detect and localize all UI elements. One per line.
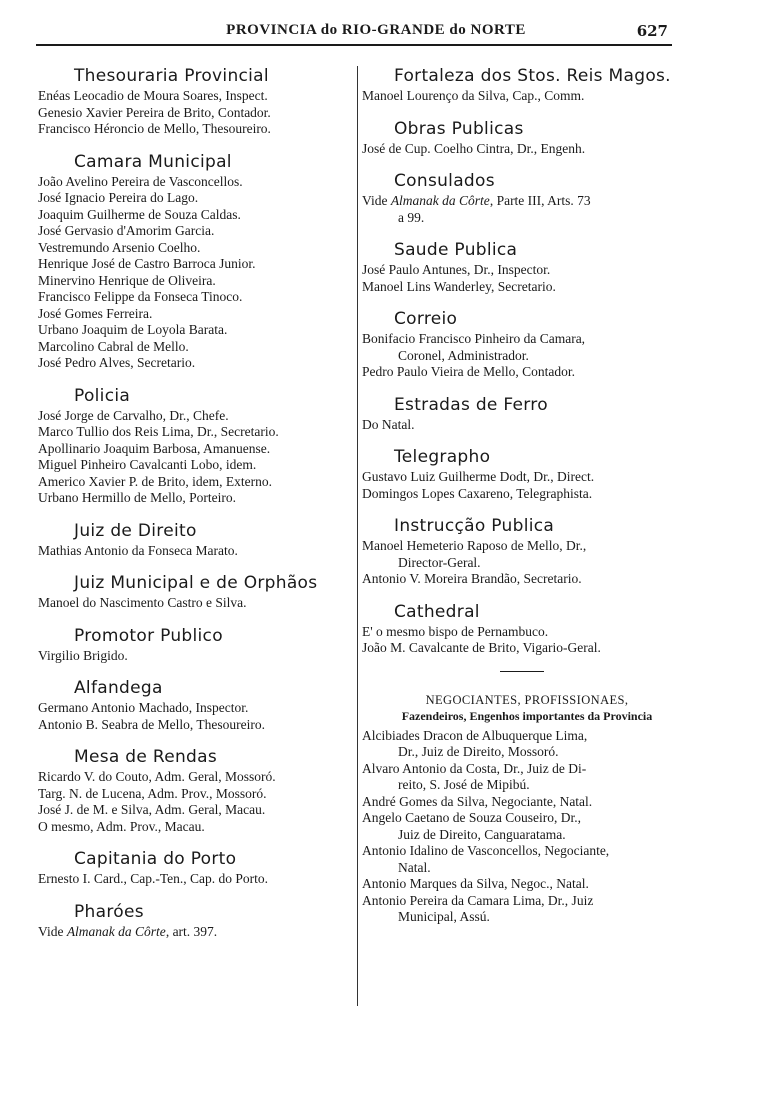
section-title: Thesouraria Provincial [74,66,269,86]
entry-line: Director-Geral. [398,554,481,570]
entry-line: Juiz de Direito, Canguaratama. [398,826,566,842]
section [362,171,692,226]
entry-line: Antonio Pereira da Camara Lima, Dr., Juiz [362,892,594,908]
entry-line: E' o mesmo bispo de Pernambuco. [362,623,549,639]
entry-line: Manoel do Nascimento Castro e Silva. [38,595,247,610]
right-sections [362,66,692,657]
section [362,602,692,657]
section-title: Estradas de Ferro [394,394,548,415]
entry-line: José Gomes Ferreira. [38,305,153,321]
entry-line: João Avelino Pereira de Vasconcellos. [38,173,243,189]
entry-line: Manoel Hemeterio Raposo de Mello, Dr., [362,538,587,553]
entry-line: José Ignacio Pereira do Lago. [38,190,199,205]
entry-line: Minervino Henrique de Oliveira. [38,272,216,288]
right-column [362,66,692,926]
section-title: Pharóes [74,901,144,922]
section [362,119,692,158]
entry-line: Mathias Antonio da Fonseca Marato. [38,542,238,558]
entry-line: Enéas Leocadio de Moura Soares, Inspect. [38,88,268,103]
section-title: Alfandega [74,678,163,698]
entry-line: Urbano Hermillo de Mello, Porteiro. [38,490,236,505]
entry-line: José Gervasio d'Amorim Garcia. [38,223,215,238]
entry-italic-title: Almanak da Côrte [390,193,490,208]
section [38,747,354,835]
section-title: Camara Municipal [74,151,232,172]
entry-line: Joaquim Guilherme de Souza Caldas. [38,206,241,222]
section [38,849,354,888]
entry-line: Alcibiades Dracon de Albuquerque Lima, [362,727,588,743]
section-title: Obras Publicas [394,118,524,139]
entry-line: Manoel Lins Wanderley, Secretario. [362,278,556,294]
section [38,386,354,507]
section [38,678,354,733]
entry-line: Marcolino Cabral de Mello. [38,338,189,354]
entry-line: Municipal, Assú. [398,909,490,924]
entry-line: Targ. N. de Lucena, Adm. Prov., Mossoró. [38,785,267,801]
section-title: Promotor Publico [74,625,223,646]
section-title: Policia [74,385,131,406]
entry-line: Henrique José de Castro Barroca Junior. [38,256,256,271]
entry-line: a 99. [398,209,425,225]
column-divider [357,66,358,1006]
commerce-heading: NEGOCIANTES, PROFISSIONAES, [425,692,629,707]
entry-line: José Pedro Alves, Secretario. [38,355,196,370]
entry-text: Vide [38,923,67,939]
entry-line: Natal. [398,859,431,875]
section-title: Instrucção Publica [394,516,555,536]
entry-text: , art. 397. [165,923,218,939]
entry-line [362,193,692,210]
entry-line: João M. Cavalcante de Brito, Vigario-Geral. [362,640,601,655]
page-number: 627 [636,22,668,40]
entry-line: Germano Antonio Machado, Inspector. [38,700,249,715]
entry-line: José de Cup. Coelho Cintra, Dr., Engenh. [362,140,586,156]
commerce-subheading: Fazendeiros, Engenhos importantes da Provincia [401,708,653,723]
entry-line: Urbano Joaquim de Loyola Barata. [38,322,228,337]
short-rule [500,671,544,672]
page-header [36,22,672,46]
entry-line: Antonio Idalino de Vasconcellos, Negociante, [362,843,610,858]
section-title: Fortaleza dos Stos. Reis Magos. [394,66,671,86]
entry-line: André Gomes da Silva, Negociante, Natal. [362,793,593,809]
entry-line: Domingos Lopes Caxareno, Telegraphista. [362,485,593,501]
entry-line: Alvaro Antonio da Costa, Dr., Juiz de Di- [362,760,587,776]
section-title: Capitania do Porto [74,849,237,869]
entry-line: Pedro Paulo Vieira de Mello, Contador. [362,364,576,379]
section [38,573,354,612]
section [362,309,692,381]
section [38,152,354,372]
entry-line [38,924,354,941]
entry-line: Ernesto I. Card., Cap.-Ten., Cap. do Porto. [38,871,269,886]
section [362,447,692,502]
entry-line: Dr., Juiz de Direito, Mossoró. [398,744,559,759]
entry-line: reito, S. José de Mipibú. [398,777,530,792]
entry-line: Genesio Xavier Pereira de Brito, Contador. [38,104,271,120]
section [38,902,354,941]
running-title: PROVINCIA do RIO-GRANDE do NORTE [226,22,526,38]
section-title: Correio [394,309,458,329]
section-title: Saude Publica [394,240,518,260]
section [362,240,692,295]
entry-line: Marco Tullio dos Reis Lima, Dr., Secretario. [38,424,279,439]
entry-line: Miguel Pinheiro Cavalcanti Lobo, idem. [38,457,257,472]
entry-line: José J. de M. e Silva, Adm. Geral, Macau. [38,802,266,817]
section [38,66,354,138]
section-title: Cathedral [394,601,480,622]
section-title: Juiz de Direito [74,520,197,541]
entry-text: Vide [362,193,391,208]
section [362,66,692,105]
entry-line: Francisco Felippe da Fonseca Tinoco. [38,289,243,304]
section-title: Consulados [394,171,495,191]
entry-line: Angelo Caetano de Souza Couseiro, Dr., [362,810,581,825]
entry-line: Ricardo V. do Couto, Adm. Geral, Mossoró. [38,769,276,784]
entry-text: , Parte III, Arts. 73 [489,193,591,208]
section [362,516,692,588]
entry-line: José Jorge de Carvalho, Dr., Chefe. [38,407,229,423]
entry-line: Apollinario Joaquim Barbosa, Amanuense. [38,440,271,456]
entry-line: José Paulo Antunes, Dr., Inspector. [362,262,551,277]
entry-line: Antonio B. Seabra de Mello, Thesoureiro. [38,716,265,732]
commerce-list [362,728,692,926]
section [362,395,692,434]
section-title: Mesa de Rendas [74,747,218,767]
entry-line: Do Natal. [362,416,415,432]
entry-line: Antonio Marques da Silva, Negoc., Natal. [362,876,589,891]
entry-line: Vestremundo Arsenio Coelho. [38,239,201,255]
section-title: Telegrapho [394,447,491,467]
section [38,626,354,665]
entry-line: O mesmo, Adm. Prov., Macau. [38,818,205,834]
entry-line: Americo Xavier P. de Brito, idem, Externo. [38,473,272,489]
left-column [38,66,354,954]
section-title: Juiz Municipal e de Orphãos [74,573,318,593]
entry-line: Bonifacio Francisco Pinheiro da Camara, [362,331,586,346]
entry-italic-title: Almanak da Côrte [66,923,166,939]
entry-line: Manoel Lourenço da Silva, Cap., Comm. [362,88,585,103]
entry-line: Coronel, Administrador. [398,347,529,363]
entry-line: Francisco Héroncio de Mello, Thesoureiro. [38,121,271,136]
section [38,521,354,560]
entry-line: Virgilio Brigido. [38,647,128,663]
entry-line: Gustavo Luiz Guilherme Dodt, Dr., Direct. [362,469,595,484]
entry-line: Antonio V. Moreira Brandão, Secretario. [362,571,582,586]
